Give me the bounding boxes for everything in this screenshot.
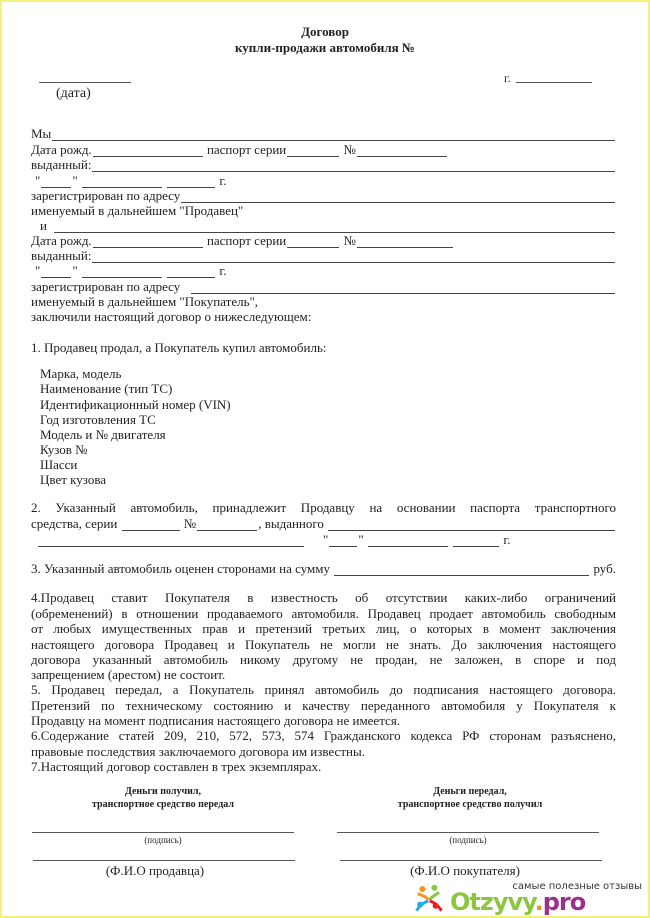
clause-6-line: 6.Содержание статей 209, 210, 572, 573, 574 Гражданского кодекса РФ сторонам разъяснено, xyxy=(31,728,616,743)
label: Дата рожд. xyxy=(31,233,92,248)
seller-named: именуемый в дальнейшем "Продавец" xyxy=(31,203,244,218)
blank xyxy=(92,250,615,263)
buyer-fio-caption: (Ф.И.О покупателя) xyxy=(410,863,520,878)
vehicle-field: Марка, модель xyxy=(40,366,122,381)
doc-subtitle: купли-продажи автомобиля № xyxy=(235,40,415,55)
clause-7: 7.Настоящий договор составлен в трех экземплярах. xyxy=(31,759,322,774)
seller-issue-date-line xyxy=(35,173,227,188)
blank xyxy=(357,235,453,248)
blank xyxy=(52,128,615,141)
clause-2-series-line xyxy=(31,516,616,531)
buyer-sign-caption: (подпись) xyxy=(449,835,487,845)
blank xyxy=(41,175,71,188)
vehicle-field: Шасси xyxy=(40,457,78,472)
label: Дата рожд. xyxy=(31,142,92,157)
blank xyxy=(329,534,357,547)
clause-2-date-line xyxy=(37,532,511,547)
label: руб. xyxy=(593,561,616,576)
vehicle-field: Год изготовления ТС xyxy=(40,412,156,427)
label: г. xyxy=(219,263,227,278)
clause-5-line: 5. Продавец передал, а Покупатель принял автомобиль до подписания настоящего договора. xyxy=(31,682,616,697)
buyer-signature-line xyxy=(337,832,599,833)
clause-5-line: Претензий по техническому состоянию и качеству переданного автомобиля у Покупателя к xyxy=(31,698,616,713)
vehicle-field: Кузов № xyxy=(40,442,88,457)
we-line xyxy=(31,126,616,141)
watermark-brand xyxy=(450,889,585,915)
seller-signature-heading xyxy=(13,785,313,811)
seller-name-line xyxy=(33,860,295,861)
clause-2-line: 2. Указанный автомобиль, принадлежит Продавцу на основании паспорта транспортного xyxy=(31,500,616,515)
seller-birth-line xyxy=(31,142,448,157)
label: " xyxy=(35,263,41,278)
buyer-named: именуемый в дальнейшем "Покупатель", xyxy=(31,294,259,309)
label: 3. Указанный автомобиль оценен сторонами на сумму xyxy=(31,561,330,576)
heading-line: транспортное средство получил xyxy=(397,799,543,810)
date-blank xyxy=(39,82,131,83)
clause-4-line: от любых имущественных прав и претензий третьих лиц, о которых в момент заключения xyxy=(31,621,616,636)
blank xyxy=(328,518,615,531)
heading-line: транспортное средство передал xyxy=(92,799,234,810)
vehicle-field: Цвет кузова xyxy=(40,472,107,487)
blank xyxy=(82,175,162,188)
label: паспорт серии xyxy=(206,233,287,248)
buyer-issued-line xyxy=(31,248,616,263)
label: выданный: xyxy=(31,248,92,263)
blank xyxy=(93,235,203,248)
clause-4-line: (обременений) в отношении продаваемого автомобиля. Продавец продает автомобиль свободным xyxy=(31,606,616,621)
blank xyxy=(38,534,304,547)
price-blank xyxy=(334,563,589,576)
seller-issued-line xyxy=(31,157,616,172)
label: зарегистрирован по адресу xyxy=(31,279,181,294)
label: выданный: xyxy=(31,157,92,172)
label: средства, серии xyxy=(31,516,118,531)
blank xyxy=(93,144,203,157)
blank xyxy=(181,190,615,203)
vehicle-field: Модель и № двигателя xyxy=(40,427,166,442)
blank xyxy=(41,265,71,278)
label: " xyxy=(35,173,41,188)
label: " xyxy=(72,173,78,188)
brand-name: Otzyvy xyxy=(450,888,535,916)
blank xyxy=(197,518,257,531)
label: зарегистрирован по адресу xyxy=(31,188,181,203)
label: г. xyxy=(219,173,227,188)
brand-tld: pro xyxy=(542,888,586,916)
date-caption: (дата) xyxy=(56,86,91,101)
doc-title: Договор xyxy=(301,24,349,39)
buyer-name-line xyxy=(340,860,602,861)
label: " xyxy=(323,532,329,547)
seller-fio-caption: (Ф.И.О продавца) xyxy=(105,863,205,878)
label: паспорт серии xyxy=(206,142,287,157)
heading-line: Деньги получил, xyxy=(124,786,202,797)
buyer-issue-date-line xyxy=(35,263,227,278)
heading-line: Деньги передал, xyxy=(433,786,507,797)
blank xyxy=(92,159,615,172)
clause-4-line: запрещением (арестом) не состоит. xyxy=(31,667,226,682)
clause-1: 1. Продавец продал, а Покупатель купил автомобиль: xyxy=(31,340,327,355)
blank xyxy=(191,281,615,294)
blank xyxy=(287,144,339,157)
vehicle-field: Наименование (тип ТС) xyxy=(40,381,173,396)
blank xyxy=(167,175,215,188)
label: " xyxy=(358,532,364,547)
label: " xyxy=(72,263,78,278)
otzyvy-watermark xyxy=(410,881,646,915)
label: Мы xyxy=(31,126,52,141)
buyer-birth-line xyxy=(31,233,454,248)
blank xyxy=(167,265,215,278)
watermark-tagline: самые полезные отзывы xyxy=(512,881,642,892)
blank xyxy=(82,265,162,278)
label: г. xyxy=(503,532,511,547)
and-line xyxy=(40,218,616,233)
clause-4-line: 4.Продавец ставит Покупателя в известность об отсутствии каких-либо ограничений xyxy=(31,590,616,605)
vehicle-field: Идентификационный номер (VIN) xyxy=(40,397,231,412)
brand-dot: . xyxy=(534,888,543,916)
clause-4-line: договора указанный автомобиль никому другому не продан, не заложен, в споре и под xyxy=(31,652,616,667)
clause-4-line: настоящего договора Продавец и Покупатель не могли не знать. До заключения настоящего xyxy=(31,637,616,652)
label: , выданного xyxy=(258,516,324,531)
seller-address-line xyxy=(31,188,616,203)
buyer-address-line xyxy=(31,279,616,294)
city-prefix: г. xyxy=(504,71,511,85)
seller-sign-caption: (подпись) xyxy=(144,835,182,845)
label: № xyxy=(343,142,356,157)
clause-3 xyxy=(31,561,616,576)
blank xyxy=(453,534,499,547)
clause-6-line: правовые последствия заключаемого договора им известны. xyxy=(31,744,365,759)
label: № xyxy=(183,516,197,531)
label: № xyxy=(343,233,356,248)
blank xyxy=(287,235,339,248)
city-blank xyxy=(516,82,592,83)
seller-signature-line xyxy=(32,832,294,833)
blank xyxy=(54,220,615,233)
label: и xyxy=(40,218,47,233)
blank xyxy=(368,534,448,547)
blank xyxy=(357,144,447,157)
concluded-text: заключили настоящий договор о нижеследующем: xyxy=(31,309,312,324)
clause-5-line: Продавцу на момент подписания настоящего договора не имеется. xyxy=(31,713,401,728)
blank xyxy=(122,518,180,531)
buyer-signature-heading xyxy=(320,785,620,811)
people-logo-icon xyxy=(414,883,444,913)
